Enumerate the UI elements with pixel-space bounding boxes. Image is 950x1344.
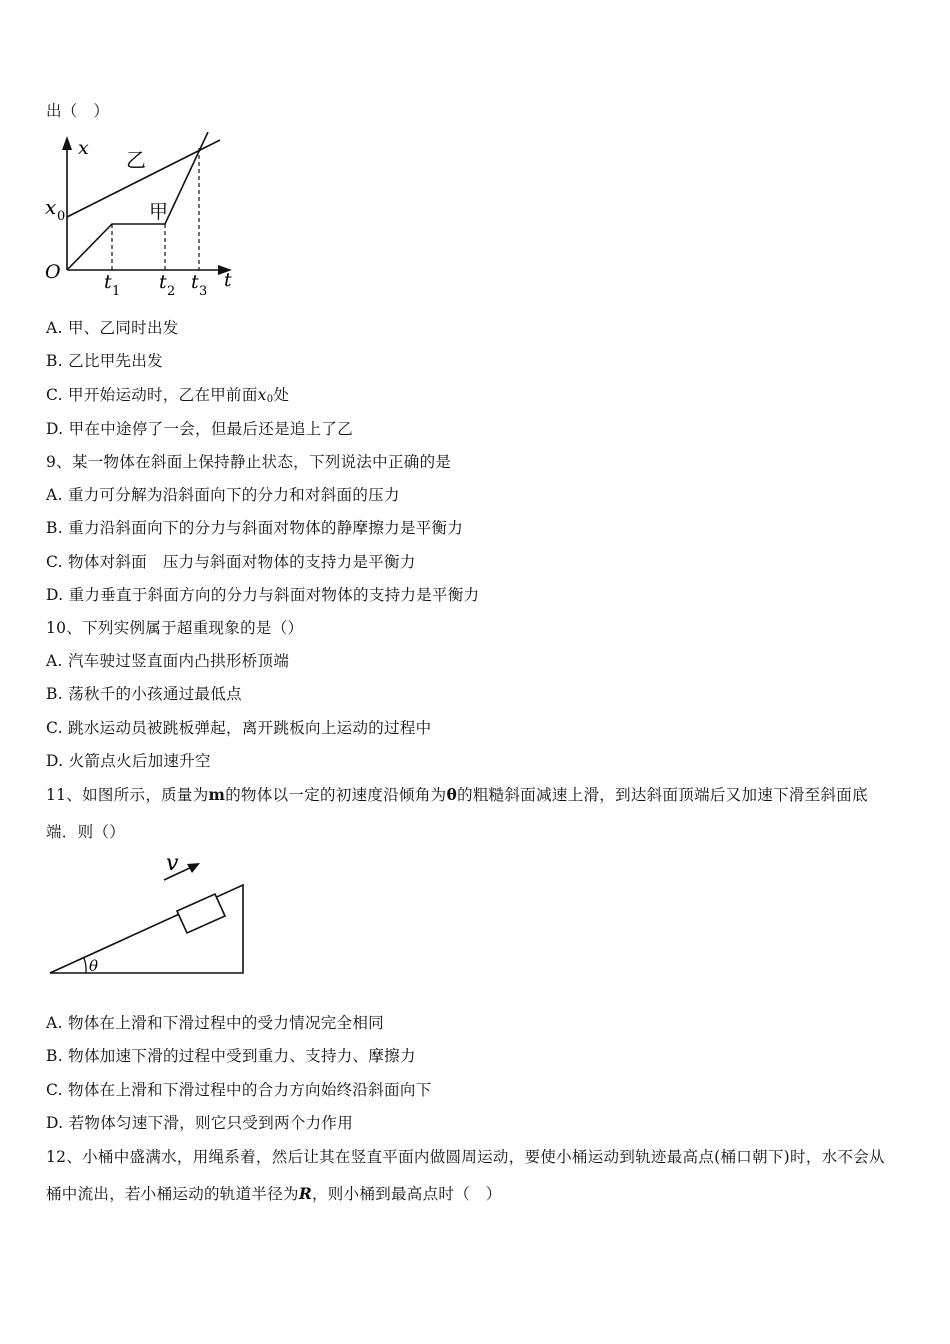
q11-option-a: A. 物体在上滑和下滑过程中的受力情况完全相同 bbox=[46, 1014, 384, 1032]
q11-option-c: C. 物体在上滑和下滑过程中的合力方向始终沿斜面向下 bbox=[46, 1081, 432, 1099]
graph-y-arrow bbox=[62, 136, 72, 150]
graph-label-x0: x bbox=[45, 195, 57, 219]
graph-label-t1: t bbox=[104, 271, 112, 293]
graph-label-t2: t bbox=[159, 271, 167, 293]
graph-label-origin: O bbox=[45, 261, 61, 283]
q10-stem: 10、下列实例属于超重现象的是（） bbox=[46, 619, 304, 637]
q12-stem-line2-post: ，则小桶到最高点时（ ） bbox=[312, 1185, 502, 1203]
q8-option-c-post: 处 bbox=[273, 386, 290, 404]
graph-label-t2-sub: 2 bbox=[167, 284, 176, 299]
q11-stem-line1 bbox=[46, 785, 868, 805]
q8-option-c bbox=[46, 385, 289, 410]
graph-label-t3-sub: 3 bbox=[199, 284, 208, 299]
q12-stem-R: R bbox=[298, 1184, 312, 1203]
angle-label: θ bbox=[89, 957, 99, 975]
q11-stem-pre: 11、如图所示，质量为 bbox=[46, 786, 209, 804]
q8-option-c-sub: 0 bbox=[266, 394, 274, 405]
graph-label-t1-sub: 1 bbox=[112, 284, 121, 299]
graph-label-y: x bbox=[78, 137, 89, 159]
q8-option-a: A. 甲、乙同时出发 bbox=[46, 319, 179, 337]
q10-option-d: D. 火箭点火后加速升空 bbox=[46, 752, 211, 770]
angle-arc bbox=[84, 958, 86, 973]
q8-option-c-var: x bbox=[257, 386, 267, 404]
q11-stem-line2: 端．则（） bbox=[46, 823, 126, 841]
q9-option-c: C. 物体对斜面 压力与斜面对物体的支持力是平衡力 bbox=[46, 553, 416, 571]
q11-incline-figure bbox=[44, 850, 254, 978]
q8-option-d: D. 甲在中途停了一会，但最后还是追上了乙 bbox=[46, 420, 354, 438]
graph-label-t3: t bbox=[191, 271, 199, 293]
q9-option-a: A. 重力可分解为沿斜面向下的分力和对斜面的压力 bbox=[46, 486, 400, 504]
q12-stem-line2 bbox=[46, 1184, 502, 1204]
q8-option-b: B. 乙比甲先出发 bbox=[46, 352, 163, 370]
graph-label-jia: 甲 bbox=[149, 201, 169, 223]
q11-option-b: B. 物体加速下滑的过程中受到重力、支持力、摩擦力 bbox=[46, 1047, 416, 1065]
q10-option-c: C. 跳水运动员被跳板弹起，离开跳板向上运动的过程中 bbox=[46, 719, 432, 737]
sliding-block bbox=[177, 894, 225, 933]
q8-option-c-text: C. 甲开始运动时，乙在甲前面 bbox=[46, 386, 258, 404]
q11-stem-post: 的粗糙斜面减速上滑，到达斜面顶端后又加速下滑至斜面底 bbox=[457, 786, 868, 804]
q11-option-d: D. 若物体匀速下滑，则它只受到两个力作用 bbox=[46, 1114, 354, 1132]
q10-option-a: A. 汽车驶过竖直面内凸拱形桥顶端 bbox=[46, 652, 290, 670]
q8-xt-graph bbox=[44, 132, 244, 300]
q9-option-b: B. 重力沿斜面向下的分力与斜面对物体的静摩擦力是平衡力 bbox=[46, 519, 464, 537]
q10-option-b: B. 荡秋千的小孩通过最低点 bbox=[46, 685, 242, 703]
graph-label-x0-sub: 0 bbox=[57, 209, 66, 224]
q9-stem: 9、某一物体在斜面上保持静止状态，下列说法中正确的是 bbox=[46, 453, 452, 471]
velocity-label: v bbox=[166, 851, 179, 876]
q11-stem-m: m bbox=[208, 785, 226, 804]
q11-stem-theta: θ bbox=[446, 785, 458, 804]
graph-label-yi: 乙 bbox=[126, 148, 146, 172]
graph-label-t-axis: t bbox=[224, 269, 232, 291]
q12-stem-line2-pre: 桶中流出，若小桶运动的轨道半径为 bbox=[46, 1185, 299, 1203]
q9-option-d: D. 重力垂直于斜面方向的分力与斜面对物体的支持力是平衡力 bbox=[46, 586, 480, 604]
q12-stem-line1: 12、小桶中盛满水，用绳系着，然后让其在竖直平面内做圆周运动，要使小桶运动到轨迹最高点(桶口朝下)时，水不会从 bbox=[46, 1148, 885, 1166]
q11-stem-mid: 的物体以一定的初速度沿倾角为 bbox=[225, 786, 447, 804]
q8-stem-tail: 出（ ） bbox=[46, 102, 110, 120]
